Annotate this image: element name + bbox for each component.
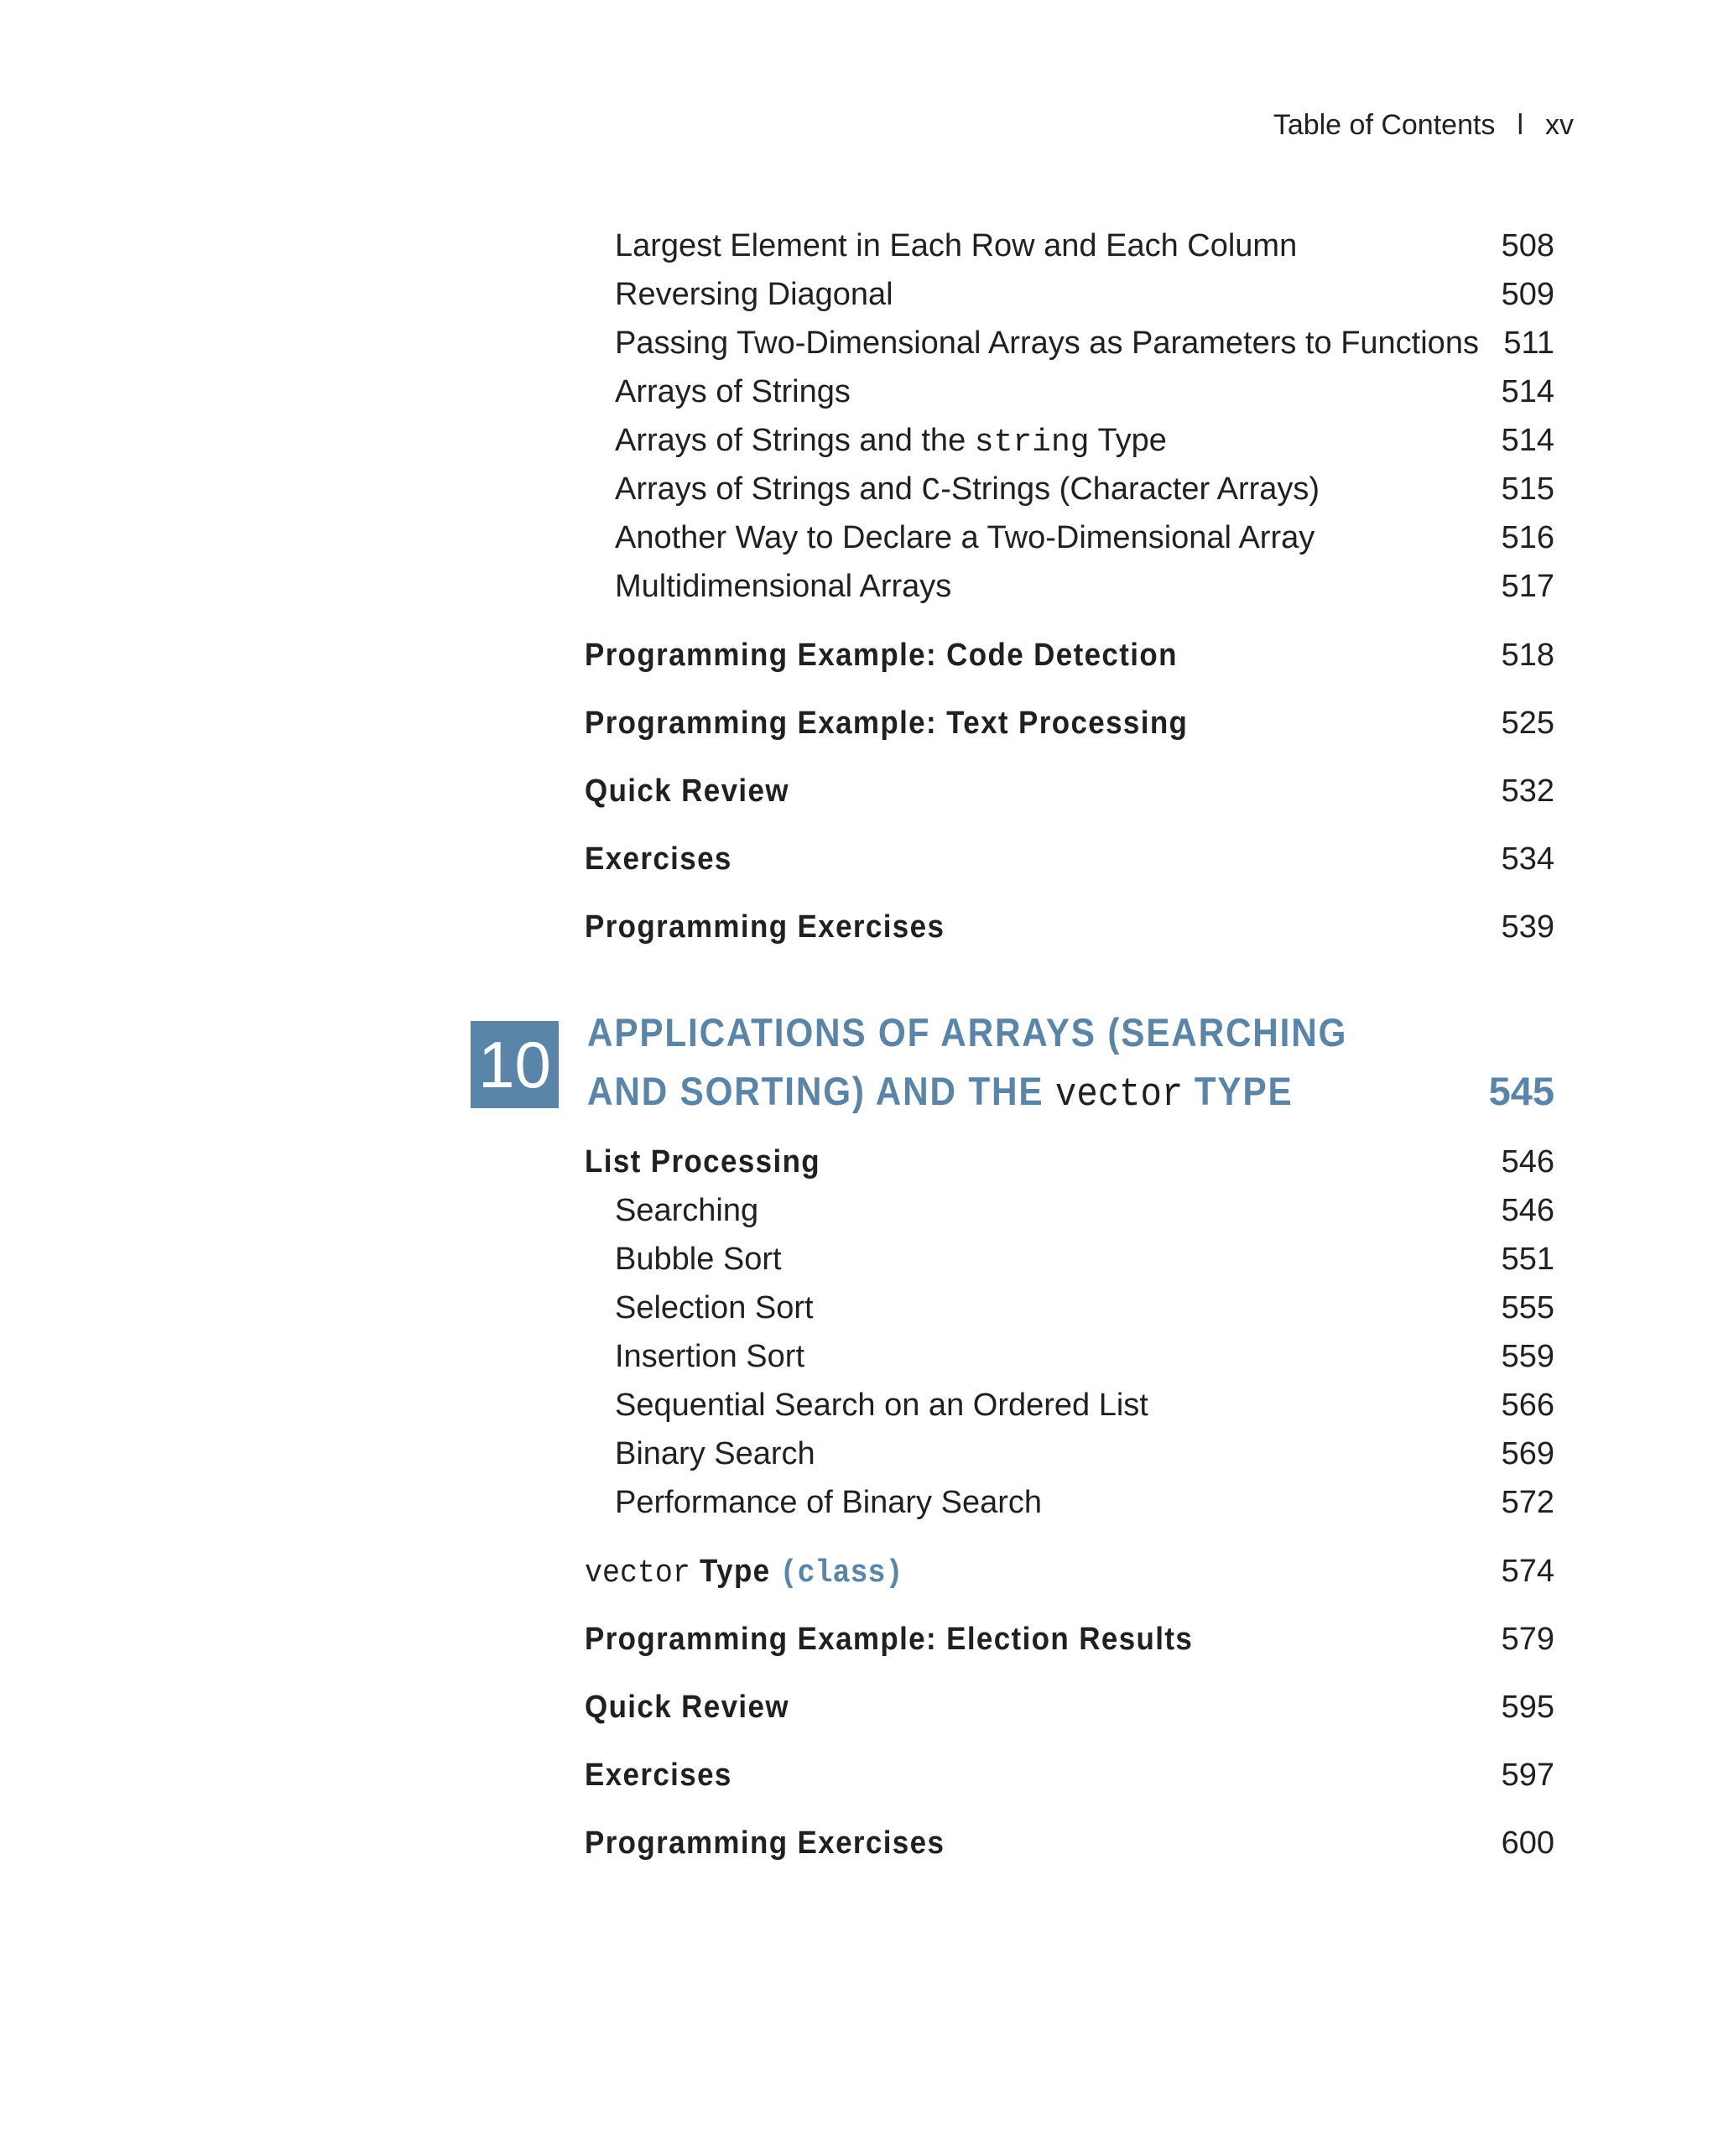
- toc-section-label: Programming Example: Code Detection: [585, 638, 1178, 673]
- running-head-separator: l: [1517, 109, 1523, 141]
- toc-entry-code: C: [921, 473, 941, 509]
- toc-entry-label: Another Way to Declare a Two-Dimensional Array: [615, 520, 1315, 555]
- toc-section-label: Exercises: [585, 1758, 732, 1793]
- toc-entry-label: Passing Two-Dimensional Arrays as Parameters to Functions: [615, 325, 1479, 361]
- toc-section-label: Programming Exercises: [585, 909, 945, 945]
- toc-entry-label: [615, 423, 1167, 461]
- toc-entry-page: 517: [1501, 569, 1554, 604]
- toc-section-page: 597: [1501, 1758, 1554, 1793]
- toc-section-label: Programming Example: Text Processing: [585, 706, 1189, 741]
- chapter-title-text: AND SORTING) AND THE: [587, 1069, 1055, 1113]
- toc-section-page: 534: [1501, 841, 1554, 877]
- chapter-title-code: vector: [1054, 1073, 1184, 1117]
- toc-section-label: Quick Review: [585, 1690, 789, 1725]
- toc-entry-code: string: [974, 424, 1090, 461]
- chapter-title-line2[interactable]: [587, 1068, 1293, 1117]
- toc-section-label: Programming Example: Election Results: [585, 1622, 1194, 1657]
- toc-entry-label: [615, 471, 1320, 509]
- toc-entry-label: Largest Element in Each Row and Each Column: [615, 228, 1298, 263]
- toc-section-page: 539: [1501, 909, 1554, 945]
- toc-section-page: 595: [1501, 1690, 1554, 1725]
- toc-section-page: 574: [1501, 1554, 1554, 1589]
- toc-entry-label: Sequential Search on an Ordered List: [615, 1388, 1148, 1423]
- toc-section-code: vector: [585, 1555, 690, 1591]
- toc-entry-label: Reversing Diagonal: [615, 277, 893, 312]
- toc-entry-label: Performance of Binary Search: [615, 1485, 1043, 1520]
- toc-entry-label-text: Arrays of Strings and: [615, 471, 922, 507]
- running-head: [1273, 109, 1574, 142]
- toc-entry-label: Binary Search: [615, 1436, 815, 1471]
- toc-section-label: [585, 1554, 903, 1591]
- toc-entry-page: 511: [1503, 325, 1554, 361]
- toc-entry-page: 508: [1501, 228, 1554, 263]
- toc-entry-label-text: Arrays of Strings and the: [615, 423, 975, 458]
- toc-section-page: 518: [1501, 638, 1554, 673]
- running-head-title: Table of Contents: [1273, 109, 1496, 141]
- toc-entry-page: 509: [1501, 277, 1554, 312]
- toc-entry-page: 546: [1501, 1193, 1554, 1228]
- chapter-page: 545: [1488, 1069, 1554, 1113]
- toc-entry-page: 551: [1501, 1242, 1554, 1277]
- toc-section-page: 600: [1501, 1825, 1554, 1861]
- toc-entry-label-text: Type: [1089, 423, 1167, 458]
- toc-section-label: Exercises: [585, 841, 732, 877]
- toc-section-accent-code: (class): [779, 1555, 903, 1591]
- toc-entry-label: Selection Sort: [615, 1290, 814, 1325]
- toc-entry-page: 569: [1501, 1436, 1554, 1471]
- toc-entry-label: Searching: [615, 1193, 759, 1228]
- toc-section-page: 579: [1501, 1622, 1554, 1657]
- toc-section-page: 525: [1501, 706, 1554, 741]
- toc-section-label: List Processing: [585, 1144, 821, 1180]
- toc-entry-page: 516: [1501, 520, 1554, 555]
- toc-section-label: Programming Exercises: [585, 1825, 945, 1861]
- toc-entry-page: 515: [1501, 471, 1554, 507]
- toc-entry-page: 566: [1501, 1388, 1554, 1423]
- toc-entry-label: Bubble Sort: [615, 1242, 782, 1277]
- chapter-title-text: TYPE: [1183, 1069, 1294, 1113]
- toc-entry-page: 514: [1501, 374, 1554, 409]
- toc-section-page: 532: [1501, 773, 1554, 809]
- toc-entry-page: 559: [1501, 1339, 1554, 1374]
- toc-section-page: 546: [1501, 1144, 1554, 1180]
- toc-entry-page: 514: [1501, 423, 1554, 458]
- toc-entry-label: Insertion Sort: [615, 1339, 804, 1374]
- toc-entry-label-text: -Strings (Character Arrays): [940, 471, 1320, 507]
- running-head-page-number: xv: [1545, 109, 1574, 141]
- toc-section-label: Quick Review: [585, 773, 789, 809]
- chapter-title-line1[interactable]: APPLICATIONS OF ARRAYS (SEARCHING: [587, 1010, 1348, 1055]
- toc-entry-page: 572: [1501, 1485, 1554, 1520]
- toc-entry-page: 555: [1501, 1290, 1554, 1325]
- toc-entry-label: Arrays of Strings: [615, 374, 851, 409]
- toc-entry-label: Multidimensional Arrays: [615, 569, 952, 604]
- toc-section-label-text: Type: [690, 1554, 780, 1589]
- chapter-number-badge: 10: [471, 1021, 559, 1108]
